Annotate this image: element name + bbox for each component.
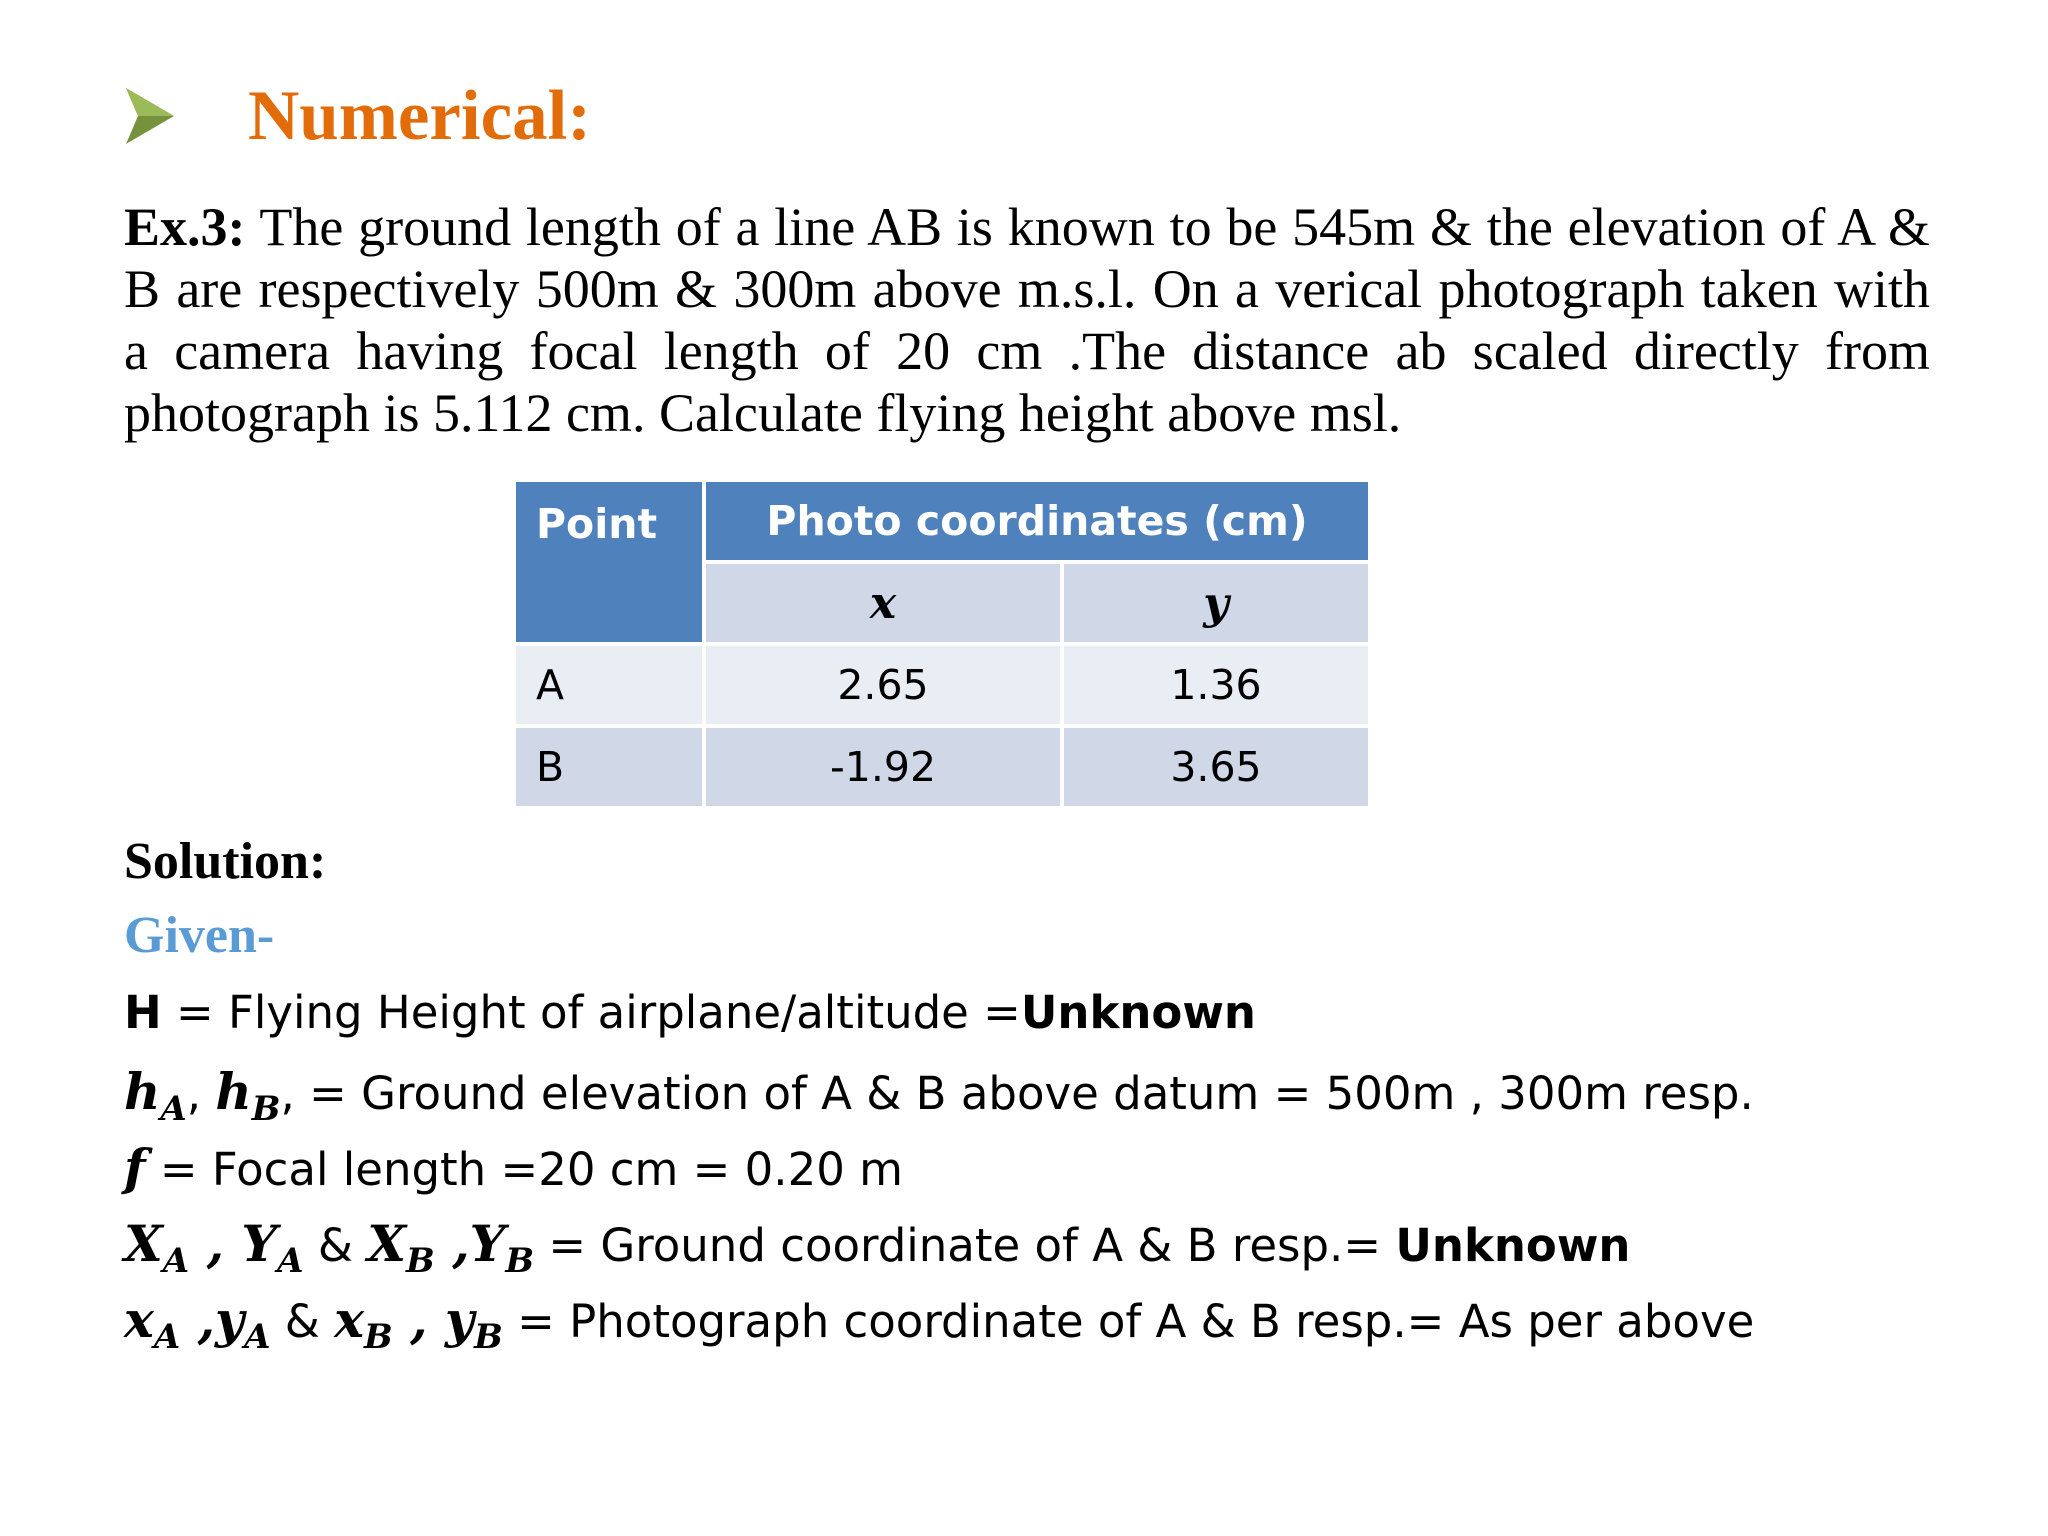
table-row xyxy=(516,728,1368,806)
given-line-photo-coordinates: $x_A$ $,y_A$ & $x_B$ , $y_B$ = Photograph coordinate of A & B resp.= As per above xyxy=(124,1290,1755,1357)
ampersand: & xyxy=(317,1219,353,1272)
given-text: = Flying Height of airplane/altitude = xyxy=(161,986,1021,1039)
symbol-YA: $Y_A$ xyxy=(241,1214,304,1281)
symbol-XB: $X_B$ xyxy=(367,1214,435,1281)
solution-heading: Solution: xyxy=(124,833,327,890)
unknown-value: Unknown xyxy=(1020,986,1256,1039)
given-line-focal-length xyxy=(124,1138,903,1197)
symbol-XA: $X_A$ xyxy=(124,1214,190,1281)
symbol-xA: $x_A$ xyxy=(124,1290,181,1357)
cell-x: 2.65 xyxy=(706,646,1060,724)
given-heading: Given- xyxy=(124,907,275,964)
symbol-xB: $x_B$ xyxy=(334,1290,393,1357)
cell-point: B xyxy=(516,728,702,806)
given-text: = Ground coordinate of A & B resp.= xyxy=(534,1219,1396,1272)
header-point: Point xyxy=(516,482,702,642)
given-line-ground-coordinates: $X_A$ , $Y_A$ & $X_B$ $,Y_B$ = Ground coordinate of A & B resp.= Unknown xyxy=(124,1214,1631,1281)
ampersand: & xyxy=(284,1295,320,1348)
subheader-x: x xyxy=(706,564,1060,642)
cell-y: 1.36 xyxy=(1064,646,1368,724)
photo-coordinates-table xyxy=(512,478,1372,810)
problem-statement xyxy=(124,196,1930,444)
given-text: = Photograph coordinate of A & B resp.= As per above xyxy=(502,1295,1755,1348)
arrowhead-bullet-icon xyxy=(124,86,176,146)
unknown-value: Unknown xyxy=(1395,1219,1631,1272)
cell-point: A xyxy=(516,646,702,724)
given-line-elevations: $h_A$, $h_B$, = Ground elevation of A & B above datum = 500m , 300m resp. xyxy=(124,1062,1754,1129)
header-photo-coordinates: Photo coordinates (cm) xyxy=(706,482,1368,560)
symbol-H: H xyxy=(124,986,162,1039)
symbol-yA: $y_A$ xyxy=(215,1290,271,1357)
symbol-YB: $Y_B$ xyxy=(469,1214,535,1281)
given-text: = Ground elevation of A & B above datum = 500m , 300m resp. xyxy=(309,1067,1754,1120)
title-row xyxy=(124,66,591,166)
slide-title: Numerical: xyxy=(248,76,592,155)
cell-x: -1.92 xyxy=(706,728,1060,806)
symbol-hA: $h_A$ xyxy=(124,1062,187,1129)
problem-text: The ground length of a line AB is known to be 545m & the elevation of A & B are respectively 500m & 300m above m.s.l. On a verical photograph taken with a camera having focal length of 20 cm .The distance ab scaled directly from photograph is 5.112 cm. Calculate flying height above msl. xyxy=(124,197,1930,443)
subheader-y: y xyxy=(1064,564,1368,642)
symbol-hB: $h_B$ xyxy=(215,1062,281,1129)
given-line-flying-height xyxy=(124,986,1256,1039)
given-text: = Focal length =20 cm = 0.20 m xyxy=(145,1143,904,1196)
cell-y: 3.65 xyxy=(1064,728,1368,806)
symbol-f: f xyxy=(124,1138,146,1197)
problem-label: Ex.3: xyxy=(124,197,246,257)
symbol-yB: $y_B$ xyxy=(445,1290,503,1357)
table-row xyxy=(516,646,1368,724)
